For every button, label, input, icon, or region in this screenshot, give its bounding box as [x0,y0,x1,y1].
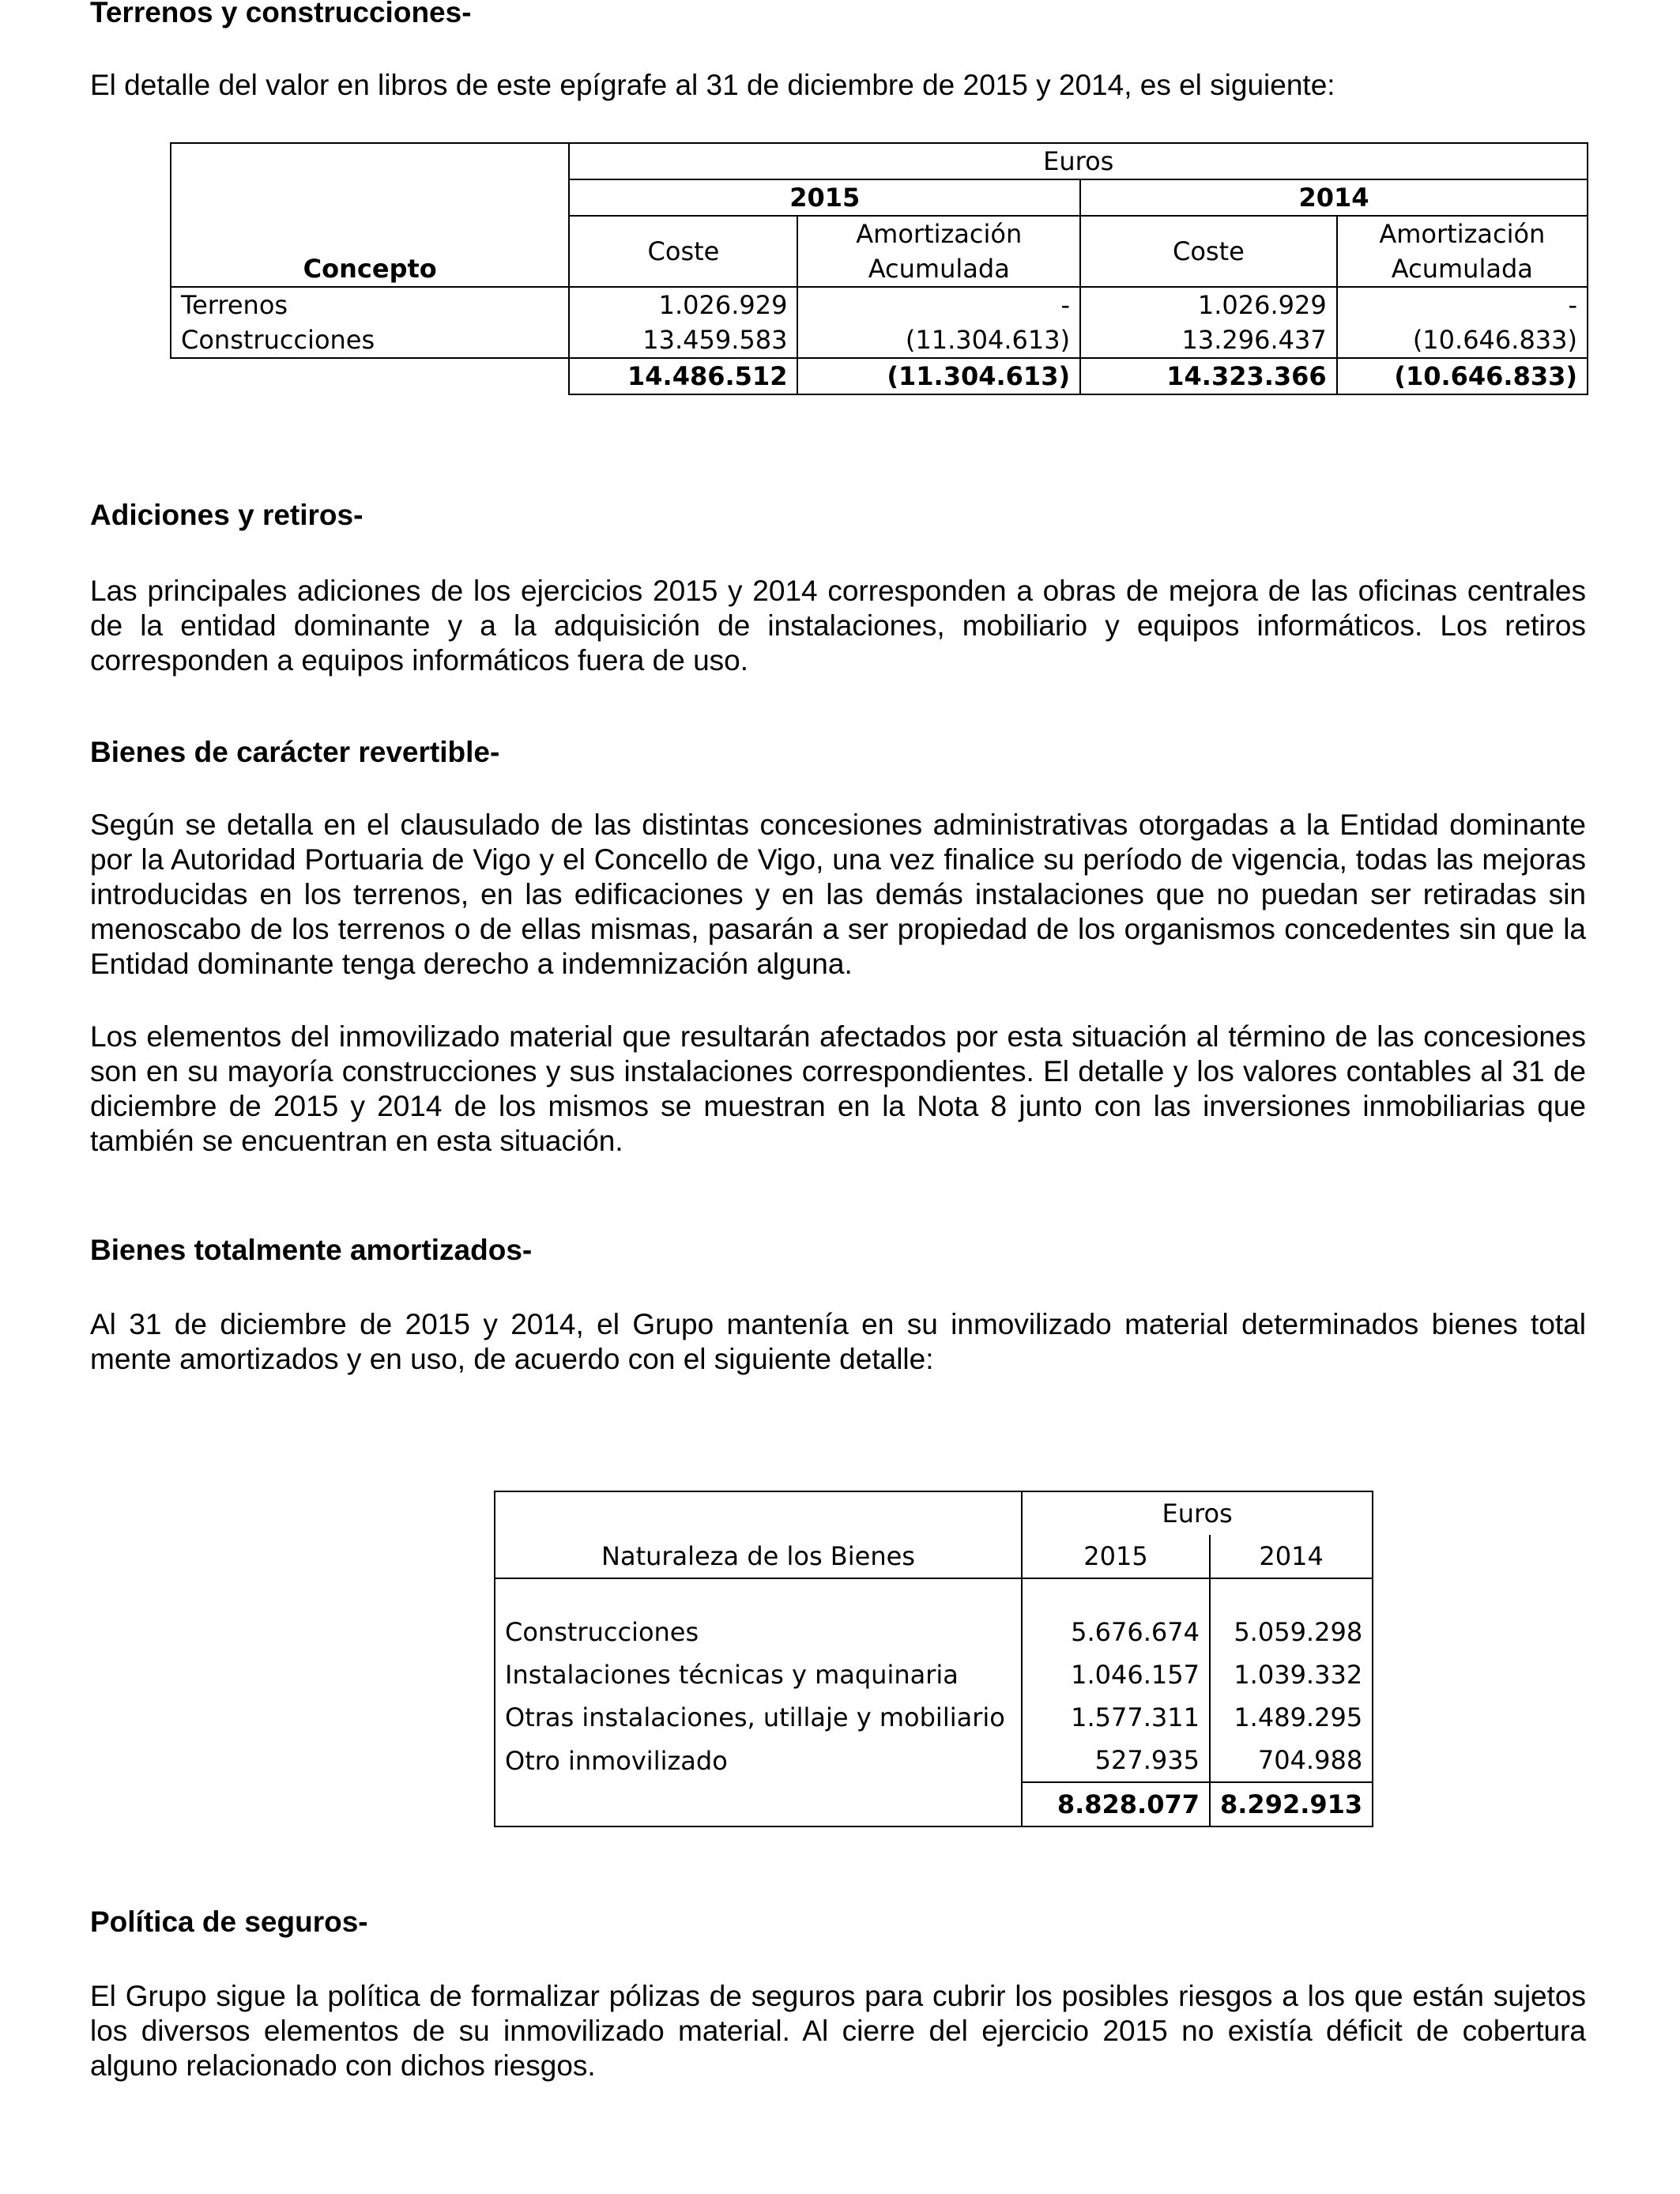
table1-header-concepto: Concepto [171,251,569,287]
table2-row-v2014: 1.039.332 [1210,1653,1373,1696]
table-terrenos-construcciones [170,142,1588,395]
table1-header-amort-2015-l1: Amortización [797,216,1080,251]
table1-header-coste-2014: Coste [1080,216,1337,287]
table2-row-label: Otro inmovilizado [495,1739,1022,1782]
table2-row-label: Instalaciones técnicas y maquinaria [495,1653,1022,1696]
table2-header-2014: 2014 [1210,1535,1373,1578]
table2-header-2015: 2015 [1022,1535,1210,1578]
table2-row-v2014: 704.988 [1210,1739,1373,1782]
table2-row-v2014: 5.059.298 [1210,1611,1373,1653]
table1-header-amort-2014-l2: Acumulada [1337,251,1588,287]
table1-header-coste-2015: Coste [569,216,797,287]
heading-adiciones: Adiciones y retiros- [90,499,363,531]
table2-row-v2015: 527.935 [1022,1739,1210,1782]
text-amortizados: Al 31 de diciembre de 2015 y 2014, el Grupo mantenía en su inmovilizado material determinados bienes total mente amortizados y en uso, de acuerdo con el siguiente detalle: [90,1308,1586,1375]
table1-year-2015: 2015 [569,179,1080,216]
table1-row-terrenos-coste2015: 1.026.929 [569,287,797,322]
table1-row-terrenos-amort2014: - [1337,287,1588,322]
heading-seguros: Política de seguros- [90,1906,368,1938]
text-seguros: El Grupo sigue la política de formalizar pólizas de seguros para cubrir los posibles riesgos a los que están sujetos los diversos elementos de su inmovilizado material. Al cierre del ejercicio 2015 no existía déficit de cobertura alguno relacionado con dichos riesgos. [90,1980,1586,2082]
table1-header-amort-2015-l2: Acumulada [797,251,1080,287]
table2-currency: Euros [1022,1491,1373,1535]
text-revertible-2: Los elementos del inmovilizado material que resultarán afectados por esta situación al término de las concesiones son en su mayoría construcciones y sus instalaciones correspondientes. El detalle y los valores contables al 31 de diciembre de 2015 y 2014 de los mismos se muestran en la Nota 8 junto con las inversiones inmobiliarias que también se encuentran en esta situación. [90,1020,1586,1157]
table1-row-construcciones-coste2014: 13.296.437 [1080,322,1337,358]
text-adiciones: Las principales adiciones de los ejercicios 2015 y 2014 corresponden a obras de mejora de las oficinas centrales de la entidad dominante y a la adquisición de instalaciones, mobiliario y equipos informáticos. Los retiros corresponden a equipos informáticos fuera de uso. [90,575,1586,677]
table1-row-construcciones-amort2015: (11.304.613) [797,322,1080,358]
table2-header-naturaleza: Naturaleza de los Bienes [495,1535,1022,1578]
table1-row-terrenos-label: Terrenos [171,287,569,322]
heading-amortizados: Bienes totalmente amortizados- [90,1234,533,1266]
table1-total-coste2014: 14.323.366 [1080,358,1337,394]
table2-row-v2015: 5.676.674 [1022,1611,1210,1653]
table2-total-2015: 8.828.077 [1022,1782,1210,1826]
table-bienes-amortizados [494,1491,1373,1827]
table1-currency: Euros [569,143,1588,179]
table1-corner [171,143,569,179]
table1-total-coste2015: 14.486.512 [569,358,797,394]
table1-row-terrenos-coste2014: 1.026.929 [1080,287,1337,322]
table1-row-construcciones-label: Construcciones [171,322,569,358]
table1-total-amort2015: (11.304.613) [797,358,1080,394]
table2-row-v2015: 1.046.157 [1022,1653,1210,1696]
table1-row-construcciones-coste2015: 13.459.583 [569,322,797,358]
table1-year-2014: 2014 [1080,179,1588,216]
table1-row-terrenos-amort2015: - [797,287,1080,322]
text-revertible-1: Según se detalla en el clausulado de las distintas concesiones administrativas otorgadas a la Entidad dominante por la Autoridad Portuaria de Vigo y el Concello de Vigo, una vez finalice su período de vigencia, todas las mejoras introducidas en los terrenos, en las edificaciones y en las demás instalaciones que no puedan ser retiradas sin menoscabo de los terrenos o de ellas mismas, pasarán a ser propiedad de los organismos concedentes sin que la Entidad dominante tenga derecho a indemnización alguna. [90,809,1586,980]
table2-row-v2015: 1.577.311 [1022,1696,1210,1739]
table1-row-construcciones-amort2014: (10.646.833) [1337,322,1588,358]
heading-revertible: Bienes de carácter revertible- [90,736,500,768]
table2-row-v2014: 1.489.295 [1210,1696,1373,1739]
heading-terrenos: Terrenos y construcciones- [90,0,472,28]
table1-header-amort-2014-l1: Amortización [1337,216,1588,251]
intro-terrenos: El detalle del valor en libros de este epígrafe al 31 de diciembre de 2015 y 2014, es el siguiente: [90,69,1335,101]
table2-row-label: Otras instalaciones, utillaje y mobiliario [495,1696,1022,1739]
table2-total-2014: 8.292.913 [1210,1782,1373,1826]
table2-row-label: Construcciones [495,1611,1022,1653]
table1-total-amort2014: (10.646.833) [1337,358,1588,394]
